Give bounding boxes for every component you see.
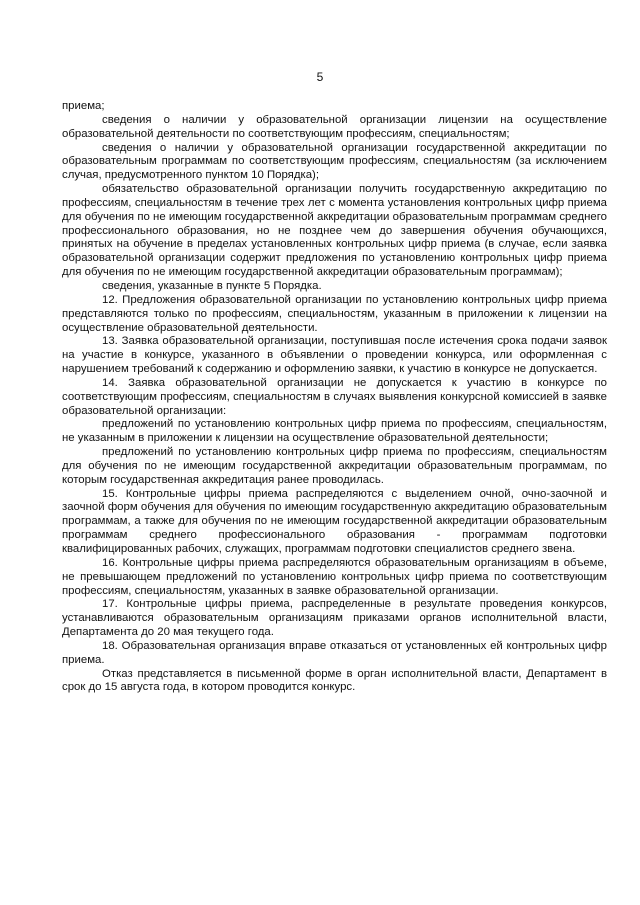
paragraph: предложений по установлению контрольных цифр приема по профессиям, специальностям, не указанным в приложении к лицензии на осуществление образовательной деятельности; — [62, 418, 607, 445]
paragraph: обязательство образовательной организации получить государственную аккредитацию по профессиям, специальностям в течение трех лет с момента установления контрольных цифр приема для обучения по не имеющим государственной аккредитации образовательным программам среднего профессионального образования, но не позднее чем до завершения обучения обучающихся, принятых на обучение в пределах установленных контрольных цифр приема (в случае, если заявка образовательной организации содержит предложения по установлению контрольных цифр приема для обучения по не имеющим государственной аккредитации образовательным программам); — [62, 183, 607, 279]
paragraph: сведения, указанные в пункте 5 Порядка. — [102, 279, 322, 292]
paragraph: 17. Контрольные цифры приема, распределенные в результате проведения конкурсов, устанавливаются образовательным организациям приказами органов исполнительной власти, Департамента до 20 мая текущего года. — [62, 598, 607, 639]
document-body — [62, 100, 607, 695]
paragraph: 12. Предложения образовательной организации по установлению контрольных цифр приема представляются только по профессиям, специальностям, указанным в приложении к лицензии на осуществление образовательной деятельности. — [62, 293, 607, 334]
paragraph: 18. Образовательная организация вправе отказаться от установленных ей контрольных цифр приема. — [62, 639, 607, 666]
paragraph: предложений по установлению контрольных цифр приема по профессиям, специальностям для обучения по не имеющим государственной аккредитации образовательным программам, по которым государственная аккредитация ранее проводилась. — [62, 446, 607, 486]
paragraph: сведения о наличии у образовательной организации лицензии на осуществление образовательной деятельности по соответствующим профессиям, специальностям; — [62, 113, 607, 140]
paragraph: 16. Контрольные цифры приема распределяются образовательным организациям в объеме, не превышающем предложений по установлению контрольных цифр приема по соответствующим профессиям, специальностям, указанных в заявке образовательной организации. — [62, 556, 607, 597]
paragraph: Отказ представляется в письменной форме в орган исполнительной власти, Департамент в срок до 15 августа года, в котором проводится конкурс. — [62, 667, 607, 694]
page-number: 5 — [316, 70, 324, 84]
paragraph: 13. Заявка образовательной организации, поступившая после истечения срока подачи заявок на участие в конкурсе, указанного в объявлении о проведении конкурса, или оформленная с нарушением требований к содержанию и оформлению заявки, к участию в конкурсе не допускается. — [62, 335, 607, 376]
paragraph: приема; — [62, 100, 105, 112]
paragraph: 15. Контрольные цифры приема распределяются с выделением очной, очно-заочной и заочной форм обучения для обучения по имеющим государственную аккредитацию образовательным программам, а также для обучения по не имеющим государственной аккредитации образовательным программам среднего профессионального образования - программам подготовки квалифицированных рабочих, служащих, программам подготовки специалистов среднего звена. — [62, 487, 607, 555]
paragraph: сведения о наличии у образовательной организации государственной аккредитации по образовательным программам по соответствующим профессиям, специальностям (за исключением случая, предусмотренного пунктом 10 Порядка); — [62, 141, 607, 182]
paragraph: 14. Заявка образовательной организации не допускается к участию в конкурсе по соответствующим профессиям, специальностям в случаях выявления конкурсной комиссией в заявке образовательной организации: — [62, 376, 607, 417]
